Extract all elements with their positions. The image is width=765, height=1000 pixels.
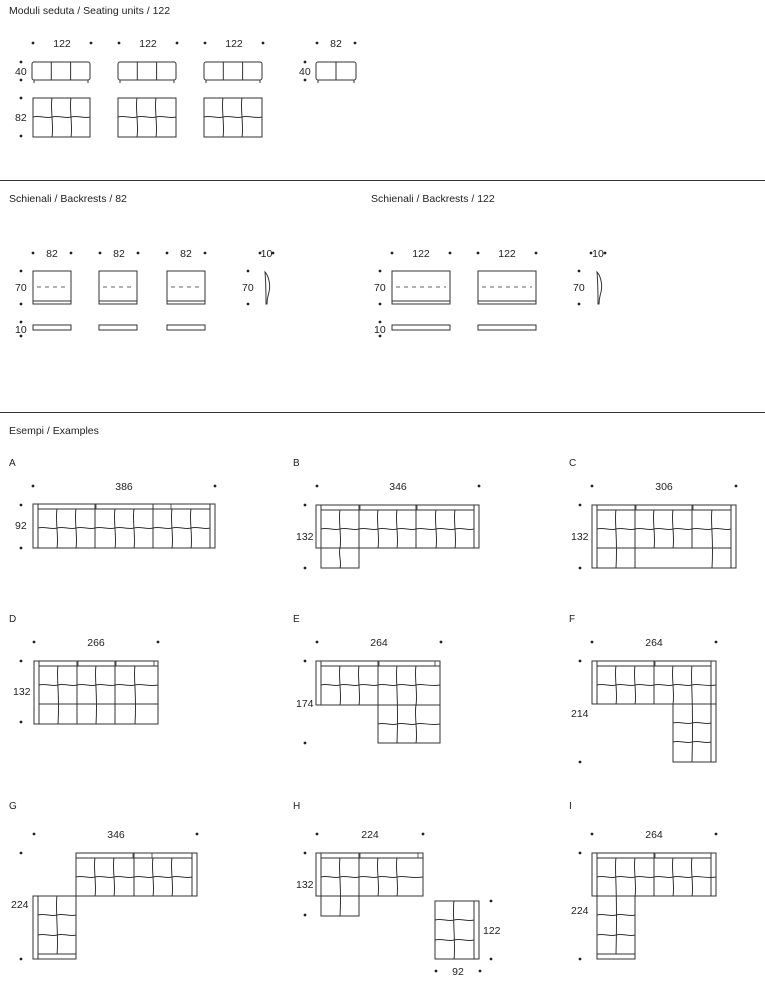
section-title-seating-units: Moduli seduta / Seating units / 122 [9,5,171,17]
backrest-122-top-2 [478,325,536,330]
seat-width-1: 122 [53,38,71,50]
example-e-depth: 174 [296,698,314,710]
backrest122-width-2: 122 [498,248,516,260]
example-letter-b: B [293,458,300,469]
example-g-drawing [33,853,197,959]
backrest122-thickness: 10 [374,324,386,336]
section-title-backrests-82: Schienali / Backrests / 82 [9,193,127,205]
backrest82-width-1: 82 [46,248,58,260]
backrest82-width-2: 82 [113,248,125,260]
example-letter-a: A [9,458,16,469]
example-d-drawing [34,661,158,724]
seating-unit-top-1 [33,98,90,137]
example-b-drawing [316,505,479,568]
backrest82-profile-height: 70 [242,282,254,294]
example-d-depth: 132 [13,686,31,698]
example-letter-e: E [293,614,300,625]
backrest122-height: 70 [374,282,386,294]
backrest-122-profile [597,272,602,304]
backrest122-profile-width: 10 [592,248,604,260]
example-h-drawing [316,853,423,916]
example-h-extra-unit [435,901,479,959]
example-c-drawing [592,505,736,568]
backrest-82-front-2 [99,271,137,304]
example-e-width: 264 [370,637,388,649]
section-title-backrests-122: Schienali / Backrests / 122 [371,193,495,205]
example-i-width: 264 [645,829,663,841]
example-letter-h: H [293,801,301,812]
seat-depth: 82 [15,112,27,124]
example-i-depth: 224 [571,905,589,917]
example-letter-d: D [9,614,17,625]
seating-unit-front-3 [204,62,262,83]
example-h-width: 224 [361,829,379,841]
seat-width-2: 122 [139,38,157,50]
example-g-width: 346 [107,829,125,841]
seating-unit-top-3 [204,98,262,137]
section-title-examples: Esempi / Examples [9,425,99,437]
example-a-drawing [33,504,215,548]
example-g-depth: 224 [11,899,29,911]
backrest-82-top-2 [99,325,137,330]
seating-unit-front-4 [316,62,356,83]
backrest-82-top-1 [33,325,71,330]
example-c-depth: 132 [571,531,589,543]
example-letter-f: F [569,614,576,625]
seat-height: 40 [15,66,27,78]
example-f-depth: 214 [571,708,589,720]
example-a-depth: 92 [15,520,27,532]
backrest82-height: 70 [15,282,27,294]
example-c-width: 306 [655,481,673,493]
example-e-drawing [316,661,440,743]
backrest122-profile-height: 70 [573,282,585,294]
example-b-width: 346 [389,481,407,493]
example-letter-c: C [569,458,577,469]
example-d-width: 266 [87,637,105,649]
seating-unit-top-2 [118,98,176,137]
backrest-122-front-2 [478,271,536,304]
backrest82-width-3: 82 [180,248,192,260]
example-b-depth: 132 [296,531,314,543]
backrest122-width-1: 122 [412,248,430,260]
backrest82-thickness: 10 [15,324,27,336]
dimension-labels [11,38,673,978]
seating-unit-front-1 [32,62,90,83]
example-letter-i: I [569,801,572,812]
seating-unit-front-2 [118,62,176,83]
example-f-width: 264 [645,637,663,649]
seat-width-4: 82 [330,38,342,50]
backrest-82-front-3 [167,271,205,304]
backrest-122-front-1 [392,271,450,304]
backrest-82-front-1 [33,271,71,304]
example-h-extra-width: 92 [452,966,464,978]
backrest82-profile-width: 10 [260,248,273,260]
backrest-82-top-3 [167,325,205,330]
seat-height-small: 40 [299,66,311,78]
seat-width-3: 122 [225,38,243,50]
example-h-depth: 132 [296,879,314,891]
backrest-122-top-1 [392,325,450,330]
example-letter-g: G [9,801,17,812]
example-a-width: 386 [115,481,133,493]
backrest-82-profile [265,272,270,304]
example-h-extra-depth: 122 [483,925,501,937]
example-f-drawing [592,661,716,762]
example-i-drawing [592,853,716,959]
